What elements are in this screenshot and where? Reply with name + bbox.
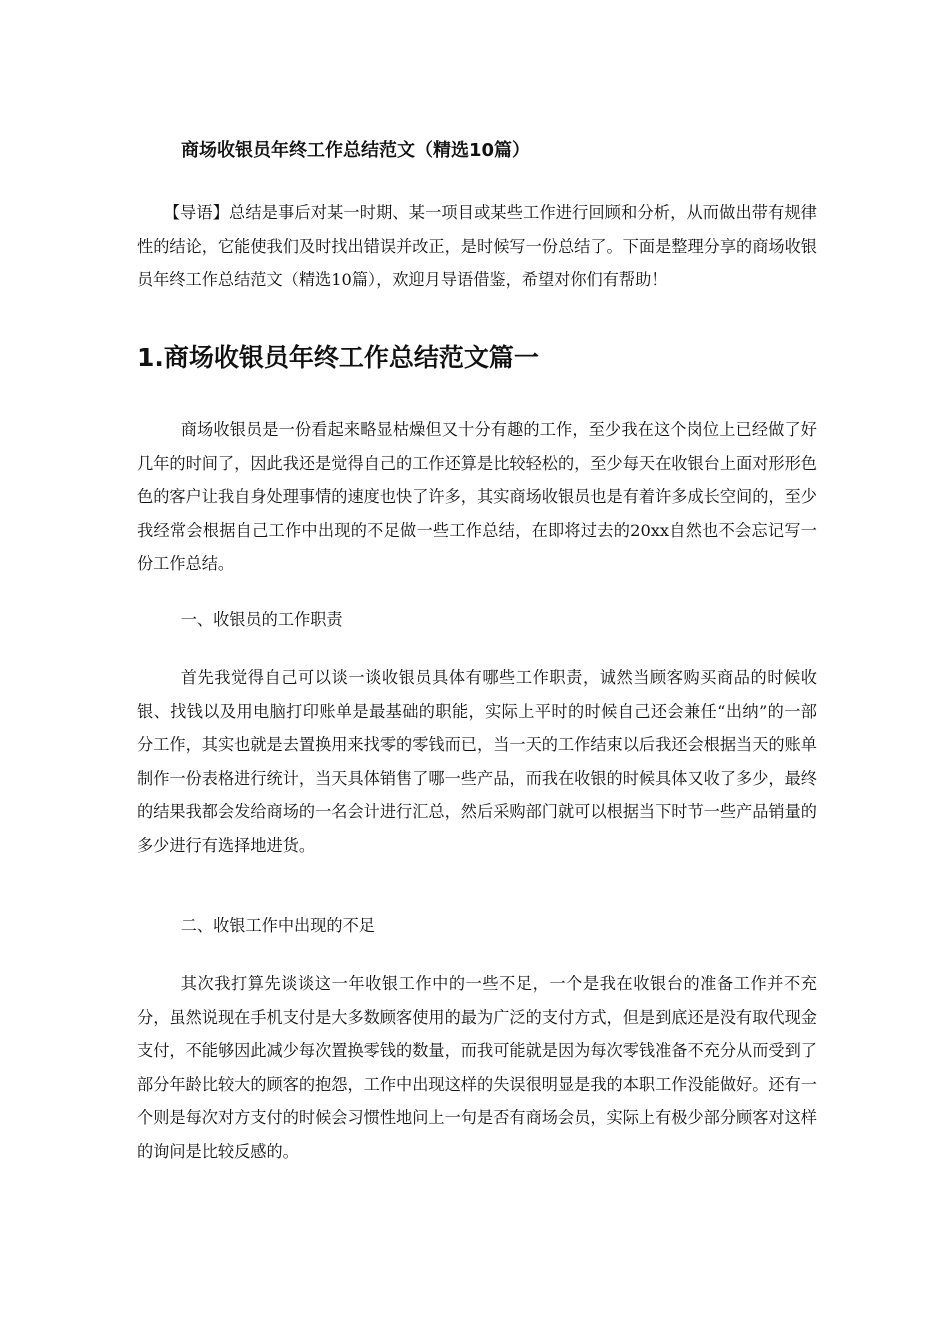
subheading-duties: 一、收银员的工作职责 <box>180 610 343 629</box>
section-heading: 1.商场收银员年终工作总结范文篇一 <box>137 343 539 372</box>
document-title: 商场收银员年终工作总结范文（精选10篇） <box>181 140 531 161</box>
intro-paragraph: 【导语】总结是事后对某一时期、某一项目或某些工作进行回顾和分析，从而做出带有规律性的结论，它能使我们及时找出错误并改正，是时候写一份总结了。下面是整理分享的商场收银员年终工作总结范文（精选10篇），欢迎月导语借鉴，希望对你们有帮助！ <box>137 203 817 289</box>
body-paragraph-1: 商场收银员是一份看起来略显枯燥但又十分有趣的工作，至少我在这个岗位上已经做了好几年的时间了，因此我还是觉得自己的工作还算是比较轻松的，至少每天在收银台上面对形形色色的客户让我自身处理事情的速度也快了许多，其实商场收银员也是有着许多成长空间的，至少我经常会根据自己工作中出现的不足做一些工作总结，在即将过去的20xx自然也不会忘记写一份工作总结。 <box>137 420 817 573</box>
body-paragraph-2: 首先我觉得自己可以谈一谈收银员具体有哪些工作职责，诚然当顾客购买商品的时候收银、找钱以及用电脑打印账单是最基础的职能，实际上平时的时候自己还会兼任“出纳”的一部分工作，其实也就是去置换用来找零的零钱而已，当一天的工作结束以后我还会根据当天的账单制作一份表格进行统计，当天具体销售了哪一些产品，而我在收银的时候具体又收了多少，最终的结果我都会发给商场的一名会计进行汇总，然后采购部门就可以根据当下时节一些产品销量的多少进行有选择地进货。 <box>137 668 817 855</box>
body-paragraph-3: 其次我打算先谈谈这一年收银工作中的一些不足，一个是我在收银台的准备工作并不充分，虽然说现在手机支付是大多数顾客使用的最为广泛的支付方式，但是到底还是没有取代现金支付，不能够因此减少每次置换零钱的数量，而我可能就是因为每次零钱准备不充分从而受到了部分年龄比较大的顾客的抱怨，工作中出现这样的失误很明显是我的本职工作没能做好。还有一个则是每次对方支付的时候会习惯性地问上一句是否有商场会员，实际上有极少部分顾客对这样的询问是比较反感的。 <box>137 974 817 1161</box>
subheading-shortcomings: 二、收银工作中出现的不足 <box>180 916 375 935</box>
